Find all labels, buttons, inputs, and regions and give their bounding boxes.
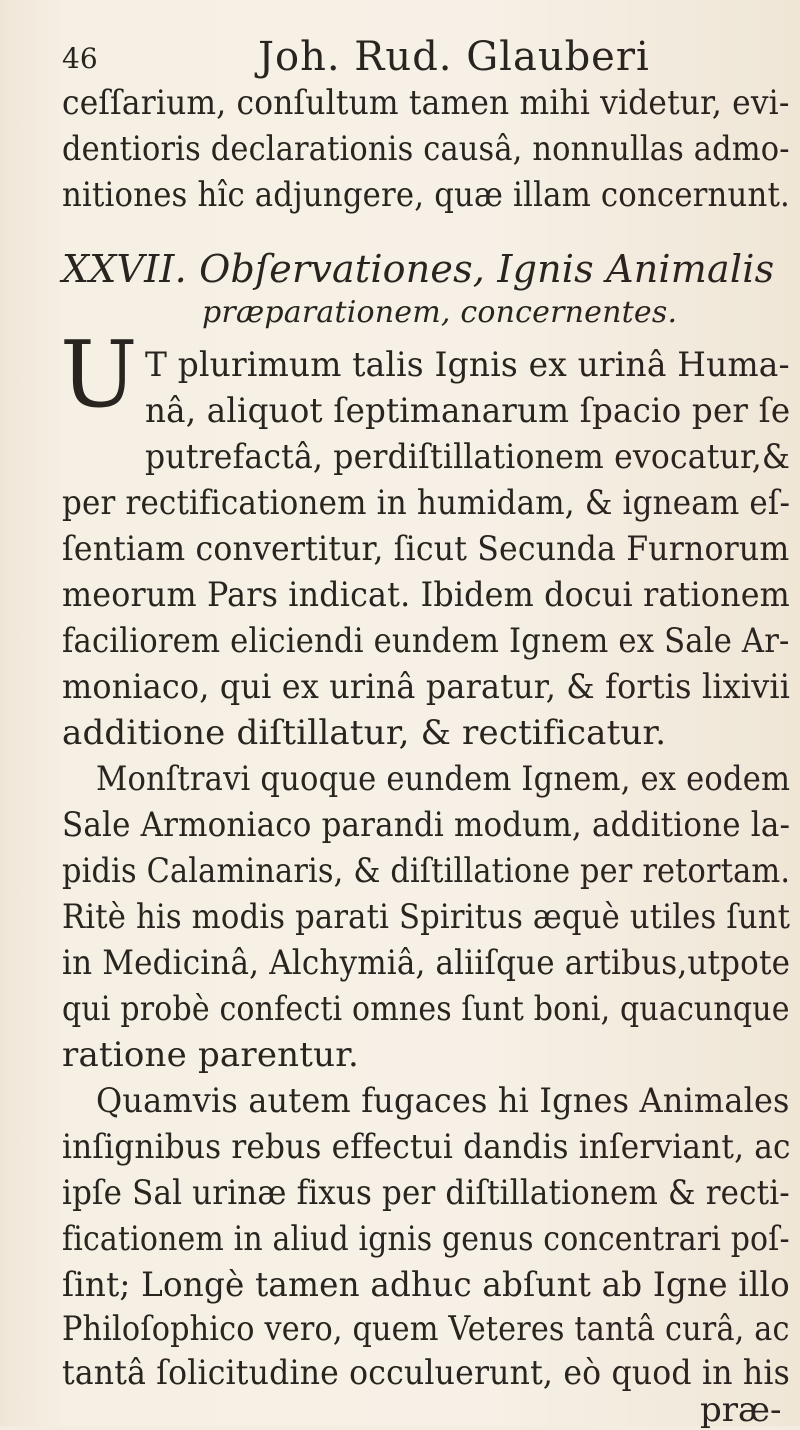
text-line: per rectificationem in humidam, & igneam eſ- bbox=[62, 483, 791, 523]
text-line: tantâ ſolicitudine occuluerunt, eò quod in his bbox=[62, 1353, 790, 1393]
text-line: Sale Armoniaco parandi modum, additione la- bbox=[62, 805, 791, 845]
text-line: additione diſtillatur, & rectificatur. bbox=[62, 713, 667, 753]
text-line: faciliorem eliciendi eundem Ignem ex Sale Ar- bbox=[62, 621, 790, 661]
page-number: 46 bbox=[62, 42, 98, 75]
text-line: pidis Calaminaris, & diſtillatione per retortam. bbox=[62, 851, 791, 891]
text-line: T plurimum talis Ignis ex urinâ Huma- bbox=[145, 345, 790, 385]
text-line: meorum Pars indicat. Ibidem docui rationem bbox=[62, 575, 790, 615]
text-line: qui probè confecti omnes ſunt boni, quacunque bbox=[62, 989, 790, 1029]
text-line: moniaco, qui ex urinâ paratur, & fortis lixivii bbox=[62, 667, 791, 707]
text-line: putrefactâ, perdiſtillationem evocatur,& bbox=[145, 437, 791, 477]
drop-cap: U bbox=[60, 321, 138, 428]
text-line: ſentiam convertitur, ſicut Secunda Furnorum bbox=[62, 529, 790, 569]
text-line: Monſtravi quoque eundem Ignem, ex eodem bbox=[96, 759, 791, 799]
section-subheading: præparationem, concernentes. bbox=[202, 295, 678, 330]
running-title: Joh. Rud. Glauberi bbox=[258, 34, 650, 80]
text-line: ratione parentur. bbox=[62, 1035, 359, 1075]
text-line: ficationem in aliud ignis genus concentrari poſ- bbox=[62, 1219, 790, 1259]
text-line: Quamvis autem fugaces hi Ignes Animales bbox=[96, 1081, 790, 1121]
text-line: ipſe Sal urinæ fixus per diſtillationem & recti- bbox=[62, 1173, 790, 1213]
text-line: in Medicinâ, Alchymiâ, aliiſque artibus,utpote bbox=[62, 943, 791, 983]
text-line: inſignibus rebus effectui dandis inſerviant, ac bbox=[62, 1127, 791, 1167]
text-line: Philoſophico vero, quem Veteres tantâ curâ, ac bbox=[62, 1309, 790, 1349]
section-heading: XXVII. Obſervationes, Ignis Animalis bbox=[62, 247, 775, 291]
text-line: ſint; Longè tamen adhuc abſunt ab Igne illo bbox=[62, 1265, 790, 1305]
catchword: præ- bbox=[700, 1390, 782, 1430]
text-line: Ritè his modis parati Spiritus æquè utiles ſunt bbox=[62, 897, 791, 937]
text-line: dentioris declarationis causâ, nonnullas admo- bbox=[62, 129, 790, 169]
text-line: ceſſarium, conſultum tamen mihi videtur, evi- bbox=[62, 83, 790, 123]
text-line: nâ, aliquot ſeptimanarum ſpacio per ſe bbox=[145, 391, 791, 431]
text-line: nitiones hîc adjungere, quæ illam concernunt. bbox=[62, 175, 790, 215]
